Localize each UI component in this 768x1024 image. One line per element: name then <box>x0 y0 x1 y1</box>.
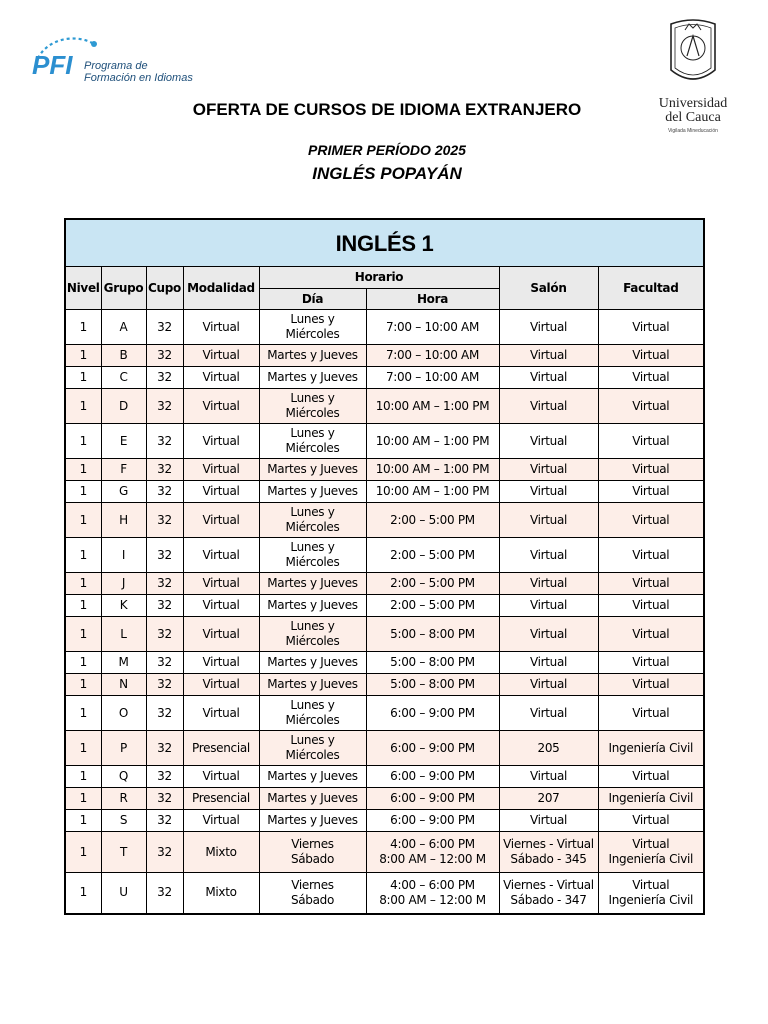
cell-grupo: H <box>101 503 146 538</box>
cell-dia: Viernes Sábado <box>259 832 366 873</box>
cell-nivel: 1 <box>65 481 101 503</box>
cell-nivel: 1 <box>65 873 101 914</box>
table-row <box>65 652 704 674</box>
col-cupo: Cupo <box>146 267 183 310</box>
cell-cupo: 32 <box>146 345 183 367</box>
cell-cupo: 32 <box>146 459 183 481</box>
pfi-logo <box>28 30 208 94</box>
cell-salon: Virtual <box>499 367 598 389</box>
cell-grupo: F <box>101 459 146 481</box>
cell-salon: Virtual <box>499 459 598 481</box>
cell-grupo: B <box>101 345 146 367</box>
cell-cupo: 32 <box>146 696 183 731</box>
table-row <box>65 696 704 731</box>
cell-modalidad: Virtual <box>183 503 259 538</box>
cell-salon: Viernes - Virtual Sábado - 347 <box>499 873 598 914</box>
cell-nivel: 1 <box>65 459 101 481</box>
cell-grupo: R <box>101 788 146 810</box>
cell-grupo: T <box>101 832 146 873</box>
logo-line-1: Programa de <box>84 60 148 72</box>
cell-grupo: G <box>101 481 146 503</box>
table-row <box>65 766 704 788</box>
cell-modalidad: Mixto <box>183 832 259 873</box>
cell-facultad: Virtual <box>598 459 704 481</box>
cell-hora: 6:00 – 9:00 PM <box>366 810 499 832</box>
cell-cupo: 32 <box>146 503 183 538</box>
cell-modalidad: Virtual <box>183 459 259 481</box>
cell-grupo: U <box>101 873 146 914</box>
university-tagline: Vigilada Mineducación <box>668 128 718 134</box>
cell-hora: 6:00 – 9:00 PM <box>366 696 499 731</box>
cell-hora: 5:00 – 8:00 PM <box>366 617 499 652</box>
cell-modalidad: Virtual <box>183 617 259 652</box>
cell-facultad: Ingeniería Civil <box>598 731 704 766</box>
cell-modalidad: Virtual <box>183 345 259 367</box>
table-row <box>65 731 704 766</box>
cell-salon: Virtual <box>499 652 598 674</box>
cell-salon: Virtual <box>499 538 598 573</box>
cell-grupo: C <box>101 367 146 389</box>
cell-hora: 5:00 – 8:00 PM <box>366 652 499 674</box>
table-row <box>65 310 704 345</box>
cell-salon: 207 <box>499 788 598 810</box>
cell-grupo: S <box>101 810 146 832</box>
cell-nivel: 1 <box>65 424 101 459</box>
cell-grupo: L <box>101 617 146 652</box>
cell-nivel: 1 <box>65 832 101 873</box>
table-row <box>65 389 704 424</box>
period-label: PRIMER PERÍODO 2025 <box>308 142 466 158</box>
cell-salon: Virtual <box>499 595 598 617</box>
cell-facultad: Virtual <box>598 481 704 503</box>
cell-facultad: Virtual <box>598 310 704 345</box>
cell-dia: Lunes y Miércoles <box>259 424 366 459</box>
table-row <box>65 481 704 503</box>
cell-cupo: 32 <box>146 595 183 617</box>
table-row <box>65 788 704 810</box>
cell-facultad: Virtual <box>598 652 704 674</box>
cell-modalidad: Virtual <box>183 696 259 731</box>
cell-grupo: J <box>101 573 146 595</box>
cell-salon: Virtual <box>499 810 598 832</box>
university-logo <box>650 18 736 148</box>
cell-modalidad: Virtual <box>183 538 259 573</box>
cell-facultad: Virtual <box>598 696 704 731</box>
cell-cupo: 32 <box>146 424 183 459</box>
cell-facultad: Virtual <box>598 766 704 788</box>
cell-facultad: Ingeniería Civil <box>598 788 704 810</box>
cell-cupo: 32 <box>146 617 183 652</box>
cell-nivel: 1 <box>65 766 101 788</box>
cell-dia: Martes y Jueves <box>259 595 366 617</box>
cell-salon: Virtual <box>499 696 598 731</box>
cell-cupo: 32 <box>146 389 183 424</box>
schedule-table <box>64 218 705 915</box>
university-name-line-2: del Cauca <box>665 110 721 125</box>
cell-salon: Virtual <box>499 481 598 503</box>
col-horario: Horario <box>259 267 499 289</box>
cell-salon: Virtual <box>499 503 598 538</box>
col-hora: Hora <box>366 289 499 310</box>
cell-facultad: Virtual <box>598 367 704 389</box>
cell-cupo: 32 <box>146 731 183 766</box>
col-dia: Día <box>259 289 366 310</box>
cell-dia: Martes y Jueves <box>259 810 366 832</box>
cell-nivel: 1 <box>65 389 101 424</box>
cell-modalidad: Presencial <box>183 731 259 766</box>
cell-nivel: 1 <box>65 345 101 367</box>
cell-nivel: 1 <box>65 617 101 652</box>
cell-grupo: D <box>101 389 146 424</box>
cell-dia: Martes y Jueves <box>259 459 366 481</box>
cell-salon: Virtual <box>499 573 598 595</box>
cell-nivel: 1 <box>65 310 101 345</box>
cell-hora: 10:00 AM – 1:00 PM <box>366 481 499 503</box>
cell-grupo: O <box>101 696 146 731</box>
cell-hora: 7:00 – 10:00 AM <box>366 367 499 389</box>
cell-cupo: 32 <box>146 788 183 810</box>
logo-line-2: Formación en Idiomas <box>84 72 193 84</box>
table-row <box>65 503 704 538</box>
cell-facultad: Virtual <box>598 345 704 367</box>
cell-grupo: P <box>101 731 146 766</box>
cell-grupo: I <box>101 538 146 573</box>
cell-dia: Lunes y Miércoles <box>259 731 366 766</box>
cell-cupo: 32 <box>146 310 183 345</box>
cell-cupo: 32 <box>146 674 183 696</box>
cell-modalidad: Virtual <box>183 766 259 788</box>
cell-hora: 2:00 – 5:00 PM <box>366 595 499 617</box>
cell-hora: 5:00 – 8:00 PM <box>366 674 499 696</box>
cell-modalidad: Virtual <box>183 389 259 424</box>
cell-cupo: 32 <box>146 367 183 389</box>
col-modalidad: Modalidad <box>183 267 259 310</box>
cell-grupo: E <box>101 424 146 459</box>
col-salon: Salón <box>499 267 598 310</box>
cell-hora: 2:00 – 5:00 PM <box>366 503 499 538</box>
svg-text:PFI: PFI <box>32 50 73 80</box>
cell-cupo: 32 <box>146 873 183 914</box>
document-title: OFERTA DE CURSOS DE IDIOMA EXTRANJERO <box>192 100 582 119</box>
cell-nivel: 1 <box>65 731 101 766</box>
cell-salon: 205 <box>499 731 598 766</box>
cell-modalidad: Mixto <box>183 873 259 914</box>
cell-grupo: K <box>101 595 146 617</box>
cell-cupo: 32 <box>146 766 183 788</box>
cell-nivel: 1 <box>65 503 101 538</box>
cell-facultad: Virtual <box>598 503 704 538</box>
table-row <box>65 573 704 595</box>
table-row <box>65 873 704 914</box>
cell-salon: Virtual <box>499 766 598 788</box>
cell-dia: Viernes Sábado <box>259 873 366 914</box>
cell-facultad: Virtual <box>598 424 704 459</box>
cell-salon: Virtual <box>499 310 598 345</box>
university-seal-icon <box>663 18 723 90</box>
cell-modalidad: Virtual <box>183 310 259 345</box>
table-row <box>65 459 704 481</box>
cell-cupo: 32 <box>146 538 183 573</box>
cell-cupo: 32 <box>146 810 183 832</box>
cell-nivel: 1 <box>65 696 101 731</box>
cell-nivel: 1 <box>65 788 101 810</box>
cell-facultad: Virtual <box>598 573 704 595</box>
table-row <box>65 538 704 573</box>
university-name-line-1: Universidad <box>658 96 728 111</box>
cell-dia: Martes y Jueves <box>259 788 366 810</box>
cell-hora: 6:00 – 9:00 PM <box>366 788 499 810</box>
cell-dia: Lunes y Miércoles <box>259 617 366 652</box>
cell-facultad: Virtual Ingeniería Civil <box>598 832 704 873</box>
cell-dia: Lunes y Miércoles <box>259 389 366 424</box>
cell-hora: 10:00 AM – 1:00 PM <box>366 459 499 481</box>
cell-facultad: Virtual Ingeniería Civil <box>598 873 704 914</box>
cell-grupo: N <box>101 674 146 696</box>
cell-grupo: M <box>101 652 146 674</box>
table-row <box>65 345 704 367</box>
document-subtitle: INGLÉS POPAYÁN <box>312 164 462 183</box>
cell-facultad: Virtual <box>598 389 704 424</box>
cell-dia: Martes y Jueves <box>259 345 366 367</box>
cell-modalidad: Virtual <box>183 674 259 696</box>
cell-salon: Virtual <box>499 345 598 367</box>
cell-modalidad: Virtual <box>183 573 259 595</box>
cell-salon: Virtual <box>499 389 598 424</box>
cell-dia: Lunes y Miércoles <box>259 696 366 731</box>
cell-nivel: 1 <box>65 810 101 832</box>
cell-facultad: Virtual <box>598 617 704 652</box>
cell-facultad: Virtual <box>598 810 704 832</box>
cell-salon: Virtual <box>499 674 598 696</box>
cell-hora: 6:00 – 9:00 PM <box>366 731 499 766</box>
cell-dia: Martes y Jueves <box>259 652 366 674</box>
cell-modalidad: Virtual <box>183 652 259 674</box>
table-row <box>65 617 704 652</box>
table-row <box>65 832 704 873</box>
cell-dia: Martes y Jueves <box>259 367 366 389</box>
cell-modalidad: Virtual <box>183 810 259 832</box>
table-row <box>65 810 704 832</box>
cell-nivel: 1 <box>65 538 101 573</box>
cell-hora: 10:00 AM – 1:00 PM <box>366 424 499 459</box>
cell-cupo: 32 <box>146 481 183 503</box>
cell-hora: 2:00 – 5:00 PM <box>366 538 499 573</box>
cell-salon: Viernes - Virtual Sábado - 345 <box>499 832 598 873</box>
table-row <box>65 424 704 459</box>
cell-hora: 7:00 – 10:00 AM <box>366 345 499 367</box>
cell-modalidad: Virtual <box>183 367 259 389</box>
cell-dia: Lunes y Miércoles <box>259 310 366 345</box>
cell-grupo: A <box>101 310 146 345</box>
cell-cupo: 32 <box>146 832 183 873</box>
cell-nivel: 1 <box>65 595 101 617</box>
cell-modalidad: Presencial <box>183 788 259 810</box>
col-grupo: Grupo <box>101 267 146 310</box>
cell-facultad: Virtual <box>598 595 704 617</box>
cell-salon: Virtual <box>499 424 598 459</box>
cell-dia: Martes y Jueves <box>259 674 366 696</box>
table-row <box>65 674 704 696</box>
cell-cupo: 32 <box>146 573 183 595</box>
cell-hora: 4:00 – 6:00 PM 8:00 AM – 12:00 M <box>366 832 499 873</box>
cell-modalidad: Virtual <box>183 481 259 503</box>
cell-salon: Virtual <box>499 617 598 652</box>
cell-dia: Martes y Jueves <box>259 481 366 503</box>
cell-hora: 2:00 – 5:00 PM <box>366 573 499 595</box>
cell-hora: 10:00 AM – 1:00 PM <box>366 389 499 424</box>
col-facultad: Facultad <box>598 267 704 310</box>
cell-facultad: Virtual <box>598 674 704 696</box>
cell-nivel: 1 <box>65 573 101 595</box>
cell-dia: Martes y Jueves <box>259 573 366 595</box>
cell-facultad: Virtual <box>598 538 704 573</box>
cell-grupo: Q <box>101 766 146 788</box>
cell-modalidad: Virtual <box>183 595 259 617</box>
table-row <box>65 367 704 389</box>
cell-nivel: 1 <box>65 674 101 696</box>
cell-hora: 6:00 – 9:00 PM <box>366 766 499 788</box>
cell-dia: Lunes y Miércoles <box>259 503 366 538</box>
cell-cupo: 32 <box>146 652 183 674</box>
table-row <box>65 595 704 617</box>
cell-hora: 7:00 – 10:00 AM <box>366 310 499 345</box>
cell-hora: 4:00 – 6:00 PM 8:00 AM – 12:00 M <box>366 873 499 914</box>
cell-nivel: 1 <box>65 367 101 389</box>
cell-dia: Lunes y Miércoles <box>259 538 366 573</box>
col-nivel: Nivel <box>65 267 101 310</box>
table-title: INGLÉS 1 <box>65 219 704 267</box>
cell-modalidad: Virtual <box>183 424 259 459</box>
cell-dia: Martes y Jueves <box>259 766 366 788</box>
cell-nivel: 1 <box>65 652 101 674</box>
